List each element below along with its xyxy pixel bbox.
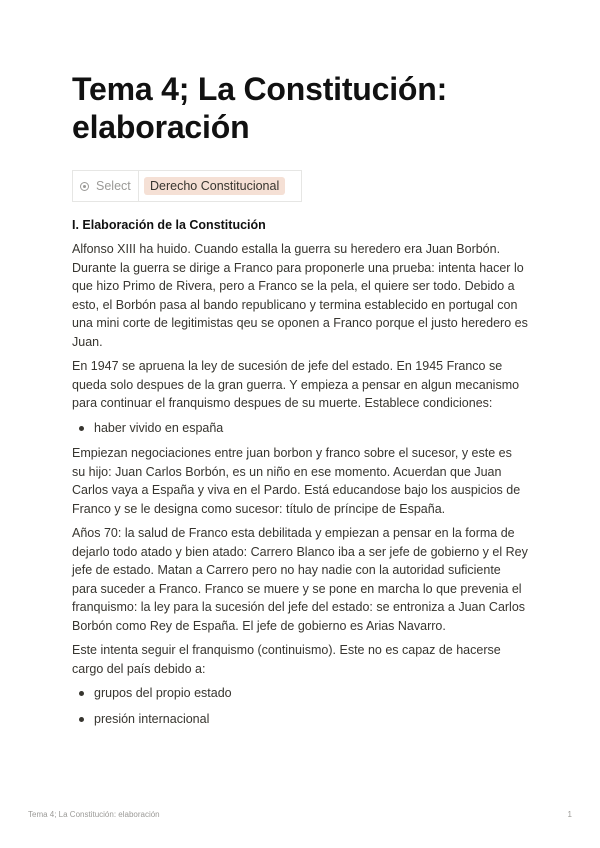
select-icon: [80, 182, 89, 191]
document-page: [72, 70, 528, 735]
page-title: Tema 4; La Constitución: elaboración: [72, 71, 448, 145]
paragraph-1: Alfonso XIII ha huido. Cuando estalla la guerra su heredero era Juan Borbón. Durante la guerra se dirige a Franco para proponerle una prueba: intenta hacer lo que hizo Primo de Rivera, pero a Franco se la pela, el quiere ser todo. Debido a esto, el Borbón pasa al bando republicano y termina establecido en portugal con una mini corte de legitimistas qeu se oponen a Franco porque el justo heredero es Juan.: [72, 242, 528, 349]
footer-page-number: 1: [567, 810, 572, 819]
paragraph-4: Años 70: la salud de Franco esta debilitada y empiezan a pensar en la forma de dejarlo todo atado y bien atado: Carrero Blanco iba a ser jefe de gobierno y el Rey jefe de estado. Matan a Carrero pero no hay nadie con la autoridad suficiente para suceder a Franco. Franco se muere y se pone en marcha lo que prevenia el franquismo: la ley para la sucesión del jefe del estado: se entroniza a Juan Carlos Borbón como Rey de España. El jefe de gobierno es Arias Navarro.: [72, 526, 528, 633]
bullet-dot-icon: [79, 691, 84, 696]
section-heading: I. Elaboración de la Constitución: [72, 218, 266, 232]
paragraph-2: En 1947 se apruena la ley de sucesión de jefe del estado. En 1945 Franco se queda solo despues de la gran guerra. Y empieza a pensar en algun mecanismo para continuar el franquismo despues de su muerte. Establece condiciones:: [72, 359, 520, 410]
footer-title: Tema 4; La Constitución: elaboración: [28, 810, 160, 819]
list-item-text: haber vivido en españa: [94, 420, 224, 435]
bullet-dot-icon: [79, 426, 84, 431]
property-name-label: Select: [96, 179, 131, 193]
page-footer: [28, 810, 572, 819]
list-item: [72, 710, 528, 729]
bullet-dot-icon: [79, 717, 84, 722]
list-item: [72, 684, 528, 703]
bullet-list-conditions: [72, 419, 528, 438]
property-name-cell[interactable]: [73, 171, 139, 201]
select-tag[interactable]: Derecho Constitucional: [144, 177, 285, 195]
list-item-text: presión internacional: [94, 711, 210, 726]
list-item: [72, 419, 528, 438]
property-value-cell[interactable]: [139, 171, 285, 201]
property-row: [72, 170, 302, 202]
list-item-text: grupos del propio estado: [94, 686, 232, 700]
bullet-list-causes: [72, 684, 528, 728]
paragraph-3: Empiezan negociaciones entre juan borbon y franco sobre el sucesor, y este es su hijo: Juan Carlos Borbón, es un niño en ese momento. Acuerdan que Juan Carlos vaya a España y viva en el Pardo. Está educandose bajo los auspicios de Franco y se le designa como sucesor: título de príncipe de España.: [72, 446, 521, 516]
paragraph-5: Este intenta seguir el franquismo (continuismo). Este no es capaz de hacerse cargo del país debido a:: [72, 643, 501, 676]
